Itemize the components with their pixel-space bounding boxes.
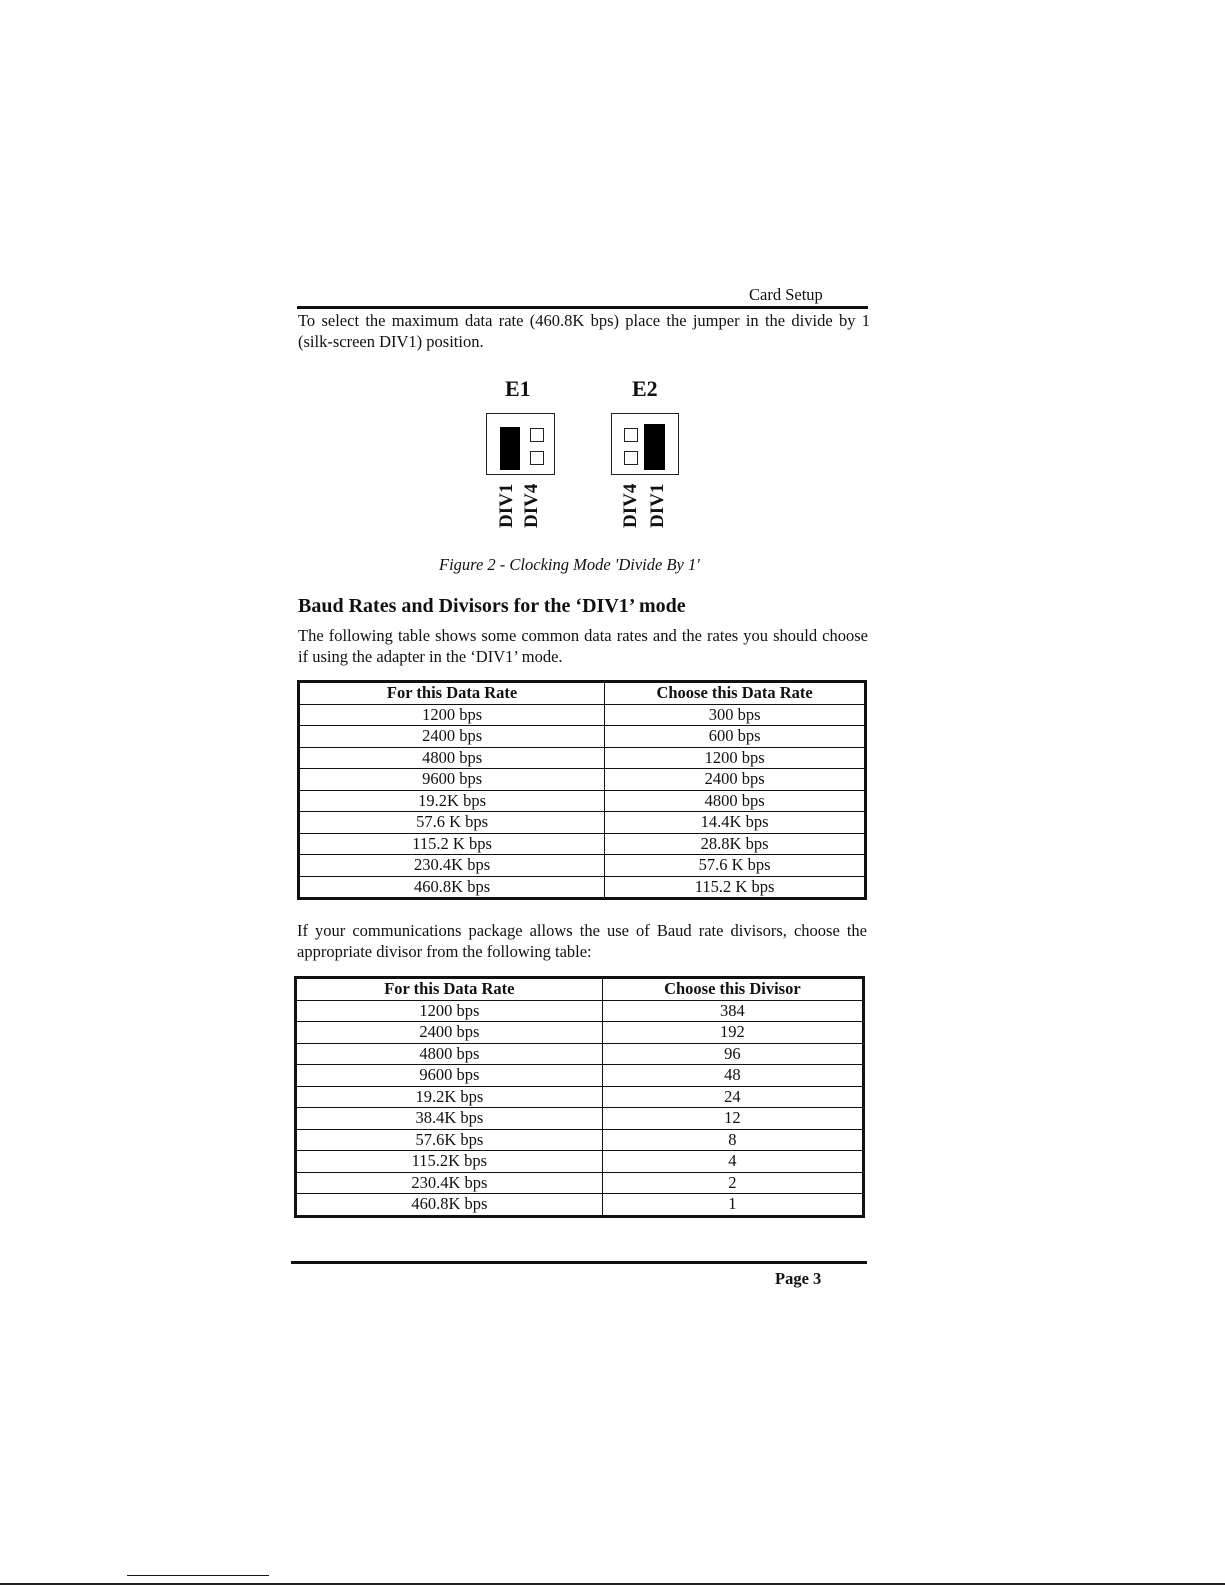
pin-icon — [624, 428, 638, 442]
pin-label: DIV4 — [521, 483, 542, 528]
table-row — [296, 1022, 864, 1044]
table-cell: 12 — [602, 1108, 863, 1130]
divisor-table — [294, 976, 865, 1218]
table-row — [299, 704, 866, 726]
table-row — [296, 1151, 864, 1173]
table-cell: 1200 bps — [299, 704, 605, 726]
table-cell: 8 — [602, 1129, 863, 1151]
data-rate-table — [297, 680, 867, 900]
table-cell: 230.4K bps — [299, 855, 605, 877]
table-row — [296, 1129, 864, 1151]
table-cell: 1200 bps — [296, 1000, 603, 1022]
table-cell: 2400 bps — [296, 1022, 603, 1044]
header-rule — [297, 306, 868, 309]
jumper-shunt — [500, 427, 520, 470]
table-cell: 2400 bps — [605, 769, 866, 791]
scan-artifact-line — [127, 1575, 269, 1576]
table-cell: 24 — [602, 1086, 863, 1108]
table-cell: 9600 bps — [296, 1065, 603, 1087]
table-cell: 4 — [602, 1151, 863, 1173]
column-header: For this Data Rate — [296, 978, 603, 1001]
table-cell: 384 — [602, 1000, 863, 1022]
table-cell: 9600 bps — [299, 769, 605, 791]
table-header-row — [296, 978, 864, 1001]
running-header: Card Setup — [749, 285, 823, 304]
table-row — [296, 1194, 864, 1217]
table-row — [299, 769, 866, 791]
table-cell: 48 — [602, 1065, 863, 1087]
table-row — [296, 1172, 864, 1194]
table-cell: 1200 bps — [605, 747, 866, 769]
figure-caption: Figure 2 - Clocking Mode 'Divide By 1' — [439, 555, 700, 574]
column-header: Choose this Divisor — [602, 978, 863, 1001]
table-cell: 14.4K bps — [605, 812, 866, 834]
table-cell: 4800 bps — [299, 747, 605, 769]
table-cell: 300 bps — [605, 704, 866, 726]
table-row — [296, 1086, 864, 1108]
pin-label: DIV4 — [620, 483, 641, 528]
pin-label: DIV1 — [496, 483, 517, 528]
table-row — [299, 790, 866, 812]
pin-icon — [530, 451, 544, 465]
e2-label: E2 — [632, 376, 658, 401]
table-cell: 4800 bps — [605, 790, 866, 812]
table-cell: 230.4K bps — [296, 1172, 603, 1194]
table-cell: 460.8K bps — [296, 1194, 603, 1217]
table-cell: 115.2 K bps — [605, 876, 866, 899]
table-row — [299, 876, 866, 899]
table-row — [299, 833, 866, 855]
table-cell: 2400 bps — [299, 726, 605, 748]
table-cell: 1 — [602, 1194, 863, 1217]
jumper-shunt — [644, 424, 665, 470]
table-cell: 57.6 K bps — [605, 855, 866, 877]
pin-icon — [624, 451, 638, 465]
table-row — [299, 726, 866, 748]
footer-rule — [291, 1261, 867, 1264]
section-paragraph: The following table shows some common data rates and the rates you should choose if using the adapter in the ‘DIV1’ mode. — [298, 626, 868, 666]
divisor-paragraph: If your communications package allows the use of Baud rate divisors, choose the appropriate divisor from the following table: — [297, 921, 867, 961]
page-number: Page 3 — [775, 1269, 822, 1288]
table-cell: 19.2K bps — [296, 1086, 603, 1108]
pin-label: DIV1 — [647, 483, 668, 528]
column-header: Choose this Data Rate — [605, 682, 866, 705]
pin-icon — [530, 428, 544, 442]
table-row — [296, 1108, 864, 1130]
table-row — [299, 855, 866, 877]
table-row — [299, 747, 866, 769]
table-row — [296, 1043, 864, 1065]
table-header-row — [299, 682, 866, 705]
table-cell: 19.2K bps — [299, 790, 605, 812]
table-cell: 115.2K bps — [296, 1151, 603, 1173]
table-cell: 38.4K bps — [296, 1108, 603, 1130]
section-title: Baud Rates and Divisors for the ‘DIV1’ mode — [298, 595, 686, 617]
table-cell: 192 — [602, 1022, 863, 1044]
table-cell: 460.8K bps — [299, 876, 605, 899]
e1-jumper-block — [486, 413, 555, 475]
intro-paragraph: To select the maximum data rate (460.8K bps) place the jumper in the divide by 1 (silk-screen DIV1) position. — [298, 311, 870, 351]
table-cell: 4800 bps — [296, 1043, 603, 1065]
table-row — [296, 1000, 864, 1022]
table-cell: 2 — [602, 1172, 863, 1194]
table-cell: 28.8K bps — [605, 833, 866, 855]
table-cell: 57.6 K bps — [299, 812, 605, 834]
e2-jumper-block — [611, 413, 679, 475]
table-cell: 115.2 K bps — [299, 833, 605, 855]
column-header: For this Data Rate — [299, 682, 605, 705]
table-cell: 96 — [602, 1043, 863, 1065]
table-cell: 57.6K bps — [296, 1129, 603, 1151]
table-row — [299, 812, 866, 834]
e1-label: E1 — [505, 376, 531, 401]
table-row — [296, 1065, 864, 1087]
table-cell: 600 bps — [605, 726, 866, 748]
